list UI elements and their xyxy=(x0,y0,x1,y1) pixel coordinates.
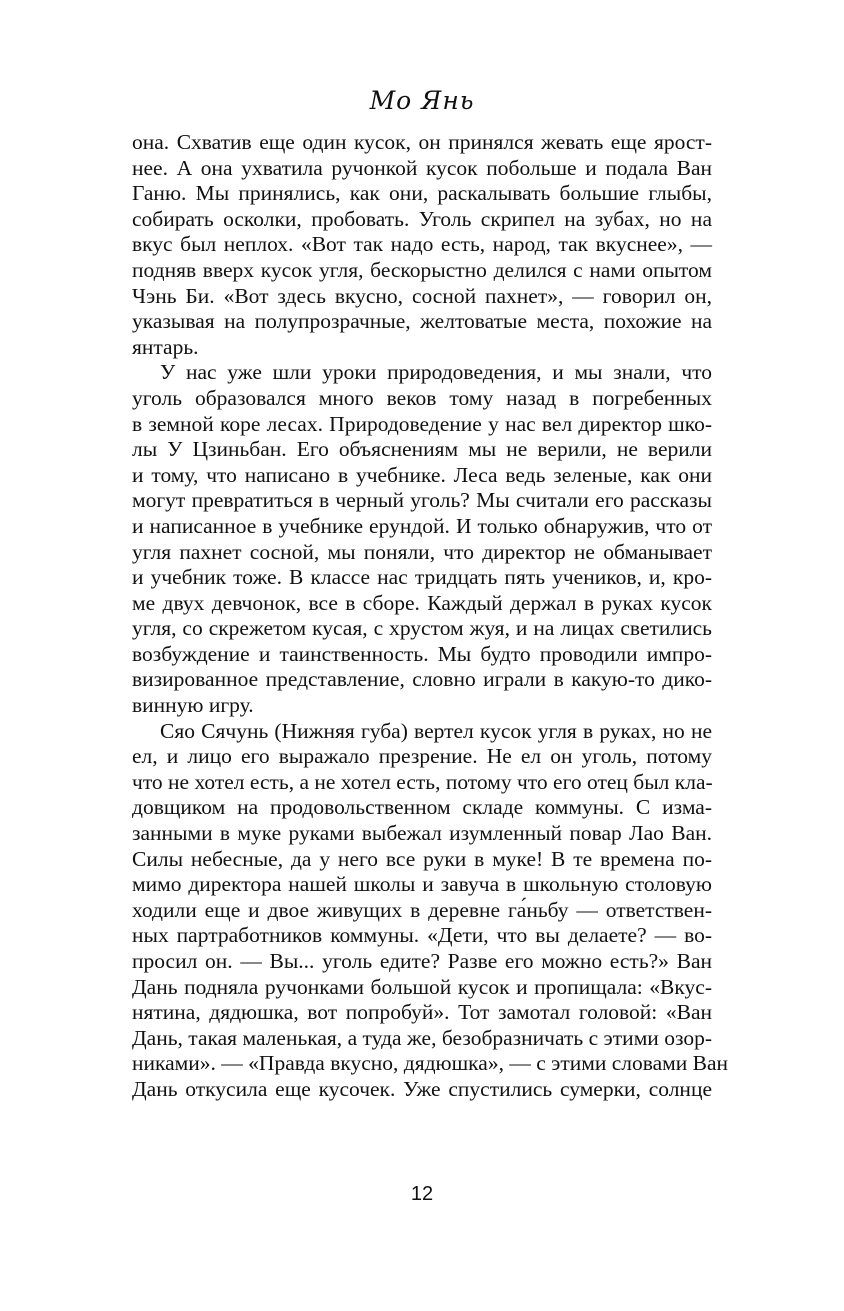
text-line: вкус был неплох. «Вот так надо есть, народ, так вкуснее», — xyxy=(132,232,712,257)
text-line: янтарь. xyxy=(132,334,199,359)
text-line: и написанное в учебнике ерундой. И только обнаружив, что от xyxy=(132,513,712,538)
text-line: мимо директора нашей школы и завуча в школьную столовую xyxy=(132,872,712,897)
text-line: и учебник тоже. В классе нас тридцать пять учеников, и, кро- xyxy=(132,565,712,590)
text-line: ных партработников коммуны. «Дети, что вы делаете? — во- xyxy=(132,923,712,948)
text-line: Сяо Сячунь (Нижняя губа) вертел кусок угля в руках, но не xyxy=(160,718,712,743)
text-line: ме двух девчонок, все в сборе. Каждый держал в руках кусок xyxy=(132,590,712,615)
text-line: и тому, что написано в учебнике. Леса ведь зеленые, как они xyxy=(132,462,712,487)
body-text xyxy=(132,130,729,1103)
text-line: Силы небесные, да у него все руки в муке! В те времена по- xyxy=(132,846,712,871)
text-line: что не хотел есть, а не хотел есть, потому что его отец был кла- xyxy=(132,769,713,794)
text-line: указывая на полупрозрачные, желтоватые места, похожие на xyxy=(132,309,712,334)
text-line: могут превратиться в черный уголь? Мы считали его рассказы xyxy=(132,488,712,513)
text-line: собирать осколки, пробовать. Уголь скрипел на зубах, но на xyxy=(132,206,712,231)
text-line: угля, со скрежетом кусая, с хрустом жуя, и на лицах светились xyxy=(132,616,712,641)
text-line: ходили еще и двое живущих в деревне га́ньбу — ответствен- xyxy=(132,897,712,922)
text-line: Ганю. Мы принялись, как они, раскалывать большие глыбы, xyxy=(132,181,712,206)
page-number: 12 xyxy=(410,1183,434,1205)
text-line: занными в муке руками выбежал изумленный повар Лао Ван. xyxy=(132,821,712,846)
text-line: Чэнь Би. «Вот здесь вкусно, сосной пахнет», — говорил он, xyxy=(132,283,712,308)
text-line: возбуждение и таинственность. Мы будто проводили импро- xyxy=(132,641,712,666)
text-line: просил он. — Вы... уголь едите? Разве его можно есть?» Ван xyxy=(132,949,712,973)
text-line: в земной коре лесах. Природоведение у нас вел директор шко- xyxy=(132,411,712,436)
text-line: нятина, дядюшка, вот попробуй». Тот замотал головой: «Ван xyxy=(132,1000,712,1025)
text-line: лы У Цзиньбан. Его объяснениям мы не верили, не верили xyxy=(132,437,712,462)
text-line: Дань откусила еще кусочек. Уже спустились сумерки, солнце xyxy=(132,1076,712,1101)
text-line: У нас уже шли уроки природоведения, и мы знали, что xyxy=(160,360,712,385)
text-line: визированное представление, словно играли в какую-то дико- xyxy=(132,667,712,692)
text-line: Дань, такая маленькая, а туда же, безобразничать с этими озор- xyxy=(132,1025,712,1050)
text-line: угля пахнет сосной, мы поняли, что директор не обманывает xyxy=(132,539,712,564)
text-line: нее. А она ухватила ручонкой кусок побольше и подала Ван xyxy=(132,155,712,180)
running-head: Мо Янь xyxy=(369,86,475,115)
text-line: никами». — «Правда вкусно, дядюшка», — с этими словами Ван xyxy=(132,1051,729,1076)
text-line: она. Схватив еще один кусок, он принялся жевать еще ярост- xyxy=(132,130,712,154)
text-line: винную игру. xyxy=(132,693,254,718)
text-line: Дань подняла ручонками большой кусок и пропищала: «Вкус- xyxy=(132,974,712,999)
text-line: подняв вверх кусок угля, бескорыстно делился с нами опытом xyxy=(132,257,712,282)
text-line: уголь образовался много веков тому назад в погребенных xyxy=(132,385,712,410)
text-line: ел, и лицо его выражало презрение. Не ел он уголь, потому xyxy=(132,744,712,769)
text-line: довщиком на продовольственном складе коммуны. С изма- xyxy=(132,795,712,820)
